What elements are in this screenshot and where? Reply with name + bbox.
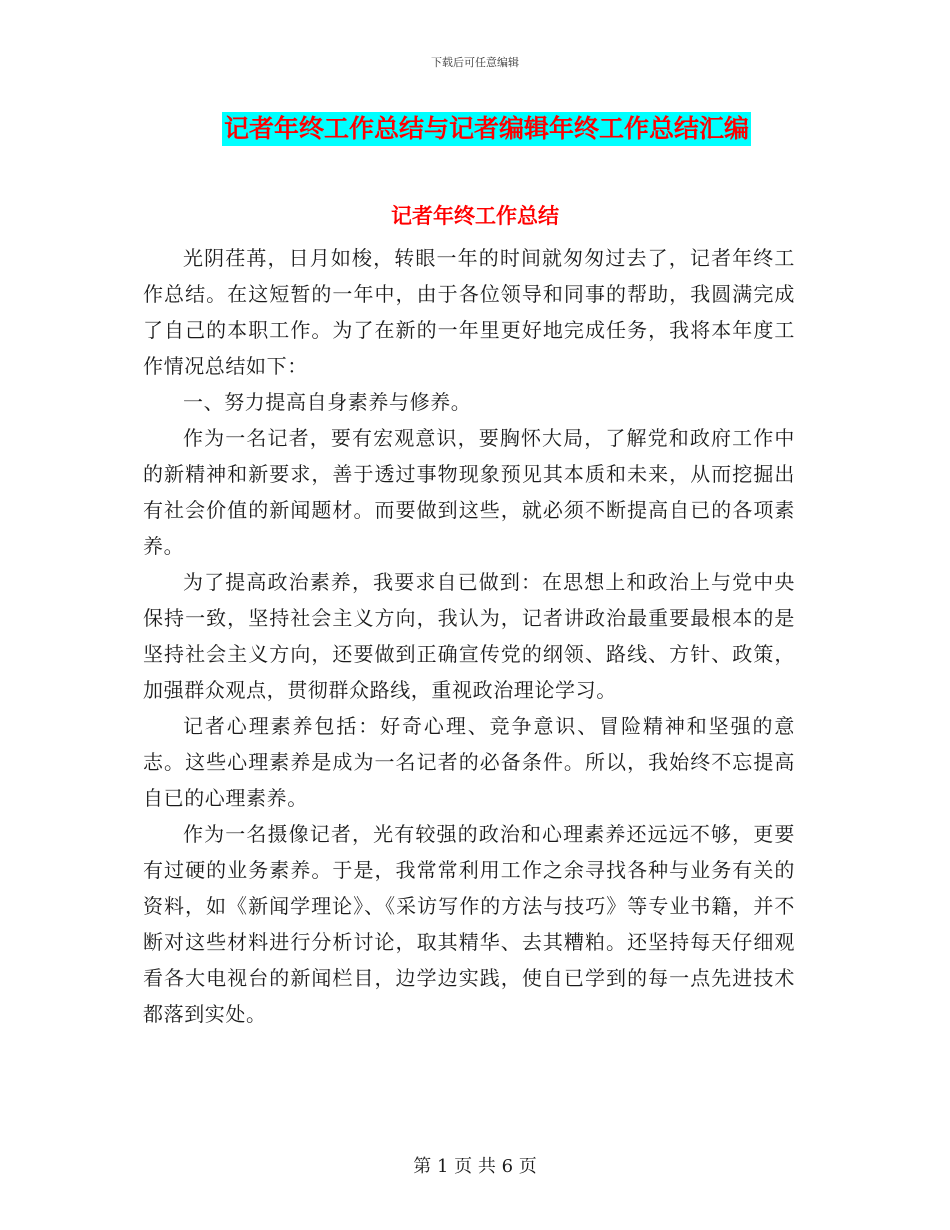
- paragraph: 作为一名摄像记者，光有较强的政治和心理素养还远远不够，更要有过硬的业务素养。于是，我常常利用工作之余寻找各种与业务有关的资料，如《新闻学理论》、《采访写作的方法与技巧》等专业书籍，并不断对这些材料进行分析讨论，取其精华、去其糟粕。还坚持每天仔细观看各大电视台的新闻栏目，边学边实践，使自已学到的每一点先进技术都落到实处。: [143, 822, 795, 1026]
- document-title: 记者年终工作总结与记者编辑年终工作总结汇编: [222, 112, 751, 146]
- paragraph: 光阴荏苒，日月如梭，转眼一年的时间就匆匆过去了，记者年终工作总结。在这短暂的一年中，由于各位领导和同事的帮助，我圆满完成了自己的本职工作。为了在新的一年里更好地完成任务，我将本年度工作情况总结如下：: [143, 246, 795, 378]
- paragraph: 作为一名记者，要有宏观意识，要胸怀大局，了解党和政府工作中的新精神和新要求，善于透过事物现象预见其本质和未来，从而挖掘出有社会价值的新闻题材。而要做到这些，就必须不断提高自已的各项素养。: [143, 426, 795, 558]
- paragraph: 一、努力提高自身素养与修养。: [183, 390, 472, 414]
- paragraph: 为了提高政治素养，我要求自已做到：在思想上和政治上与党中央保持一致，坚持社会主义方向，我认为，记者讲政治最重要最根本的是坚持社会主义方向，还要做到正确宣传党的纲领、路线、方针、政策，加强群众观点，贯彻群众路线，重视政治理论学习。: [143, 570, 795, 702]
- header-note: 下载后可任意编辑: [431, 56, 519, 69]
- document-body: [143, 240, 795, 1032]
- document-title-block: [222, 112, 751, 146]
- page-number-footer: 第 1 页 共 6 页: [413, 1156, 537, 1177]
- section-title: 记者年终工作总结: [391, 204, 559, 228]
- paragraph: 记者心理素养包括：好奇心理、竞争意识、冒险精神和坚强的意志。这些心理素养是成为一名记者的必备条件。所以，我始终不忘提高自已的心理素养。: [143, 714, 795, 810]
